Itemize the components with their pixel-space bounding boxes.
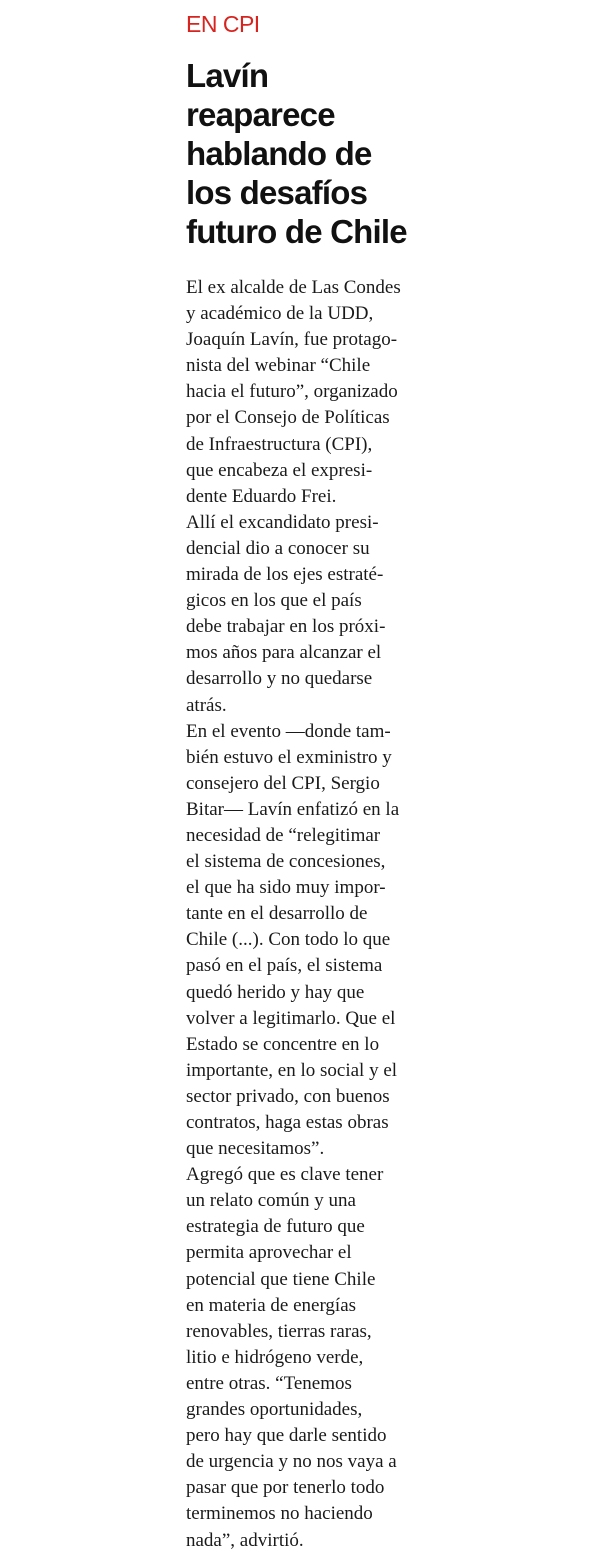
body-text-line: dente Eduardo Frei.: [186, 485, 337, 507]
body-text-line: grandes oportunidades,: [186, 1399, 363, 1421]
body-text-line: pero hay que darle sentido: [186, 1425, 387, 1447]
body-text-line: pasó en el país, el sistema: [186, 955, 383, 977]
body-text-line: gicos en los que el país: [186, 590, 362, 612]
body-text-line: bién estuvo el exministro y: [186, 746, 392, 768]
body-text-line: y académico de la UDD,: [186, 303, 374, 325]
body-text-line: nada”, advirtió.: [186, 1529, 304, 1551]
body-text-line: Joaquín Lavín, fue protago-: [186, 329, 398, 351]
body-text-line: que necesitamos”.: [186, 1138, 325, 1160]
body-text-line: quedó herido y hay que: [186, 981, 365, 1003]
body-text-line: renovables, tierras raras,: [186, 1320, 372, 1342]
headline: [186, 56, 441, 251]
body-text-line: el sistema de concesiones,: [186, 851, 386, 873]
body-text-line: El ex alcalde de Las Condes: [186, 277, 401, 298]
body-text-line: estrategia de futuro que: [186, 1216, 365, 1238]
headline-line: Lavín: [186, 57, 269, 94]
body-text-line: entre otras. “Tenemos: [186, 1372, 352, 1394]
body-text-line: atrás.: [186, 694, 227, 716]
body-text-line: pasar que por tenerlo todo: [186, 1477, 385, 1499]
body-text-line: por el Consejo de Políticas: [186, 407, 390, 429]
body-text-line: un relato común y una: [186, 1190, 356, 1212]
body-text-line: importante, en lo social y el: [186, 1059, 398, 1081]
body-text-line: contratos, haga estas obras: [186, 1112, 389, 1133]
body-text-line: en materia de energías: [186, 1294, 357, 1316]
body-text-line: hacia el futuro”, organizado: [186, 381, 398, 403]
body-text-line: Agregó que es clave tener: [186, 1164, 384, 1186]
body-text-line: mirada de los ejes estraté-: [186, 564, 384, 586]
body-text-line: potencial que tiene Chile: [186, 1268, 376, 1290]
body-text-line: permita aprovechar el: [186, 1242, 352, 1264]
body-text-line: desarrollo y no quedarse: [186, 668, 373, 690]
headline-line: futuro de Chile: [186, 213, 407, 250]
body-text-line: En el evento —donde tam-: [186, 720, 391, 742]
body-text-line: que encabeza el expresi-: [186, 459, 373, 481]
section-label: EN CPI: [186, 11, 260, 37]
body-text-line: Chile (...). Con todo lo que: [186, 929, 391, 951]
headline-line: hablando de: [186, 135, 372, 172]
body-text-line: tante en el desarrollo de: [186, 903, 368, 925]
body-text-line: de Infraestructura (CPI),: [186, 433, 373, 455]
body-text-line: Bitar— Lavín enfatizó en la: [186, 798, 400, 820]
body-text-line: Estado se concentre en lo: [186, 1033, 380, 1055]
article-body: [186, 275, 441, 1554]
body-text-line: dencial dio a conocer su: [186, 537, 370, 559]
body-text-line: necesidad de “relegitimar: [186, 824, 381, 846]
headline-line: reaparece: [186, 96, 335, 133]
body-text-line: volver a legitimarlo. Que el: [186, 1007, 396, 1029]
body-text-line: mos años para alcanzar el: [186, 642, 382, 664]
body-text-line: sector privado, con buenos: [186, 1085, 390, 1107]
article-column: [186, 10, 441, 1554]
body-text-line: consejero del CPI, Sergio: [186, 772, 380, 794]
body-text-line: de urgencia y no nos vaya a: [186, 1451, 397, 1473]
body-text-line: nista del webinar “Chile: [186, 355, 371, 377]
body-text-line: debe trabajar en los próxi-: [186, 616, 386, 638]
body-text-line: litio e hidrógeno verde,: [186, 1346, 364, 1368]
body-text-line: el que ha sido muy impor-: [186, 877, 386, 899]
body-text-line: Allí el excandidato presi-: [186, 511, 379, 533]
body-text-line: terminemos no haciendo: [186, 1503, 373, 1525]
headline-line: los desafíos: [186, 174, 368, 211]
